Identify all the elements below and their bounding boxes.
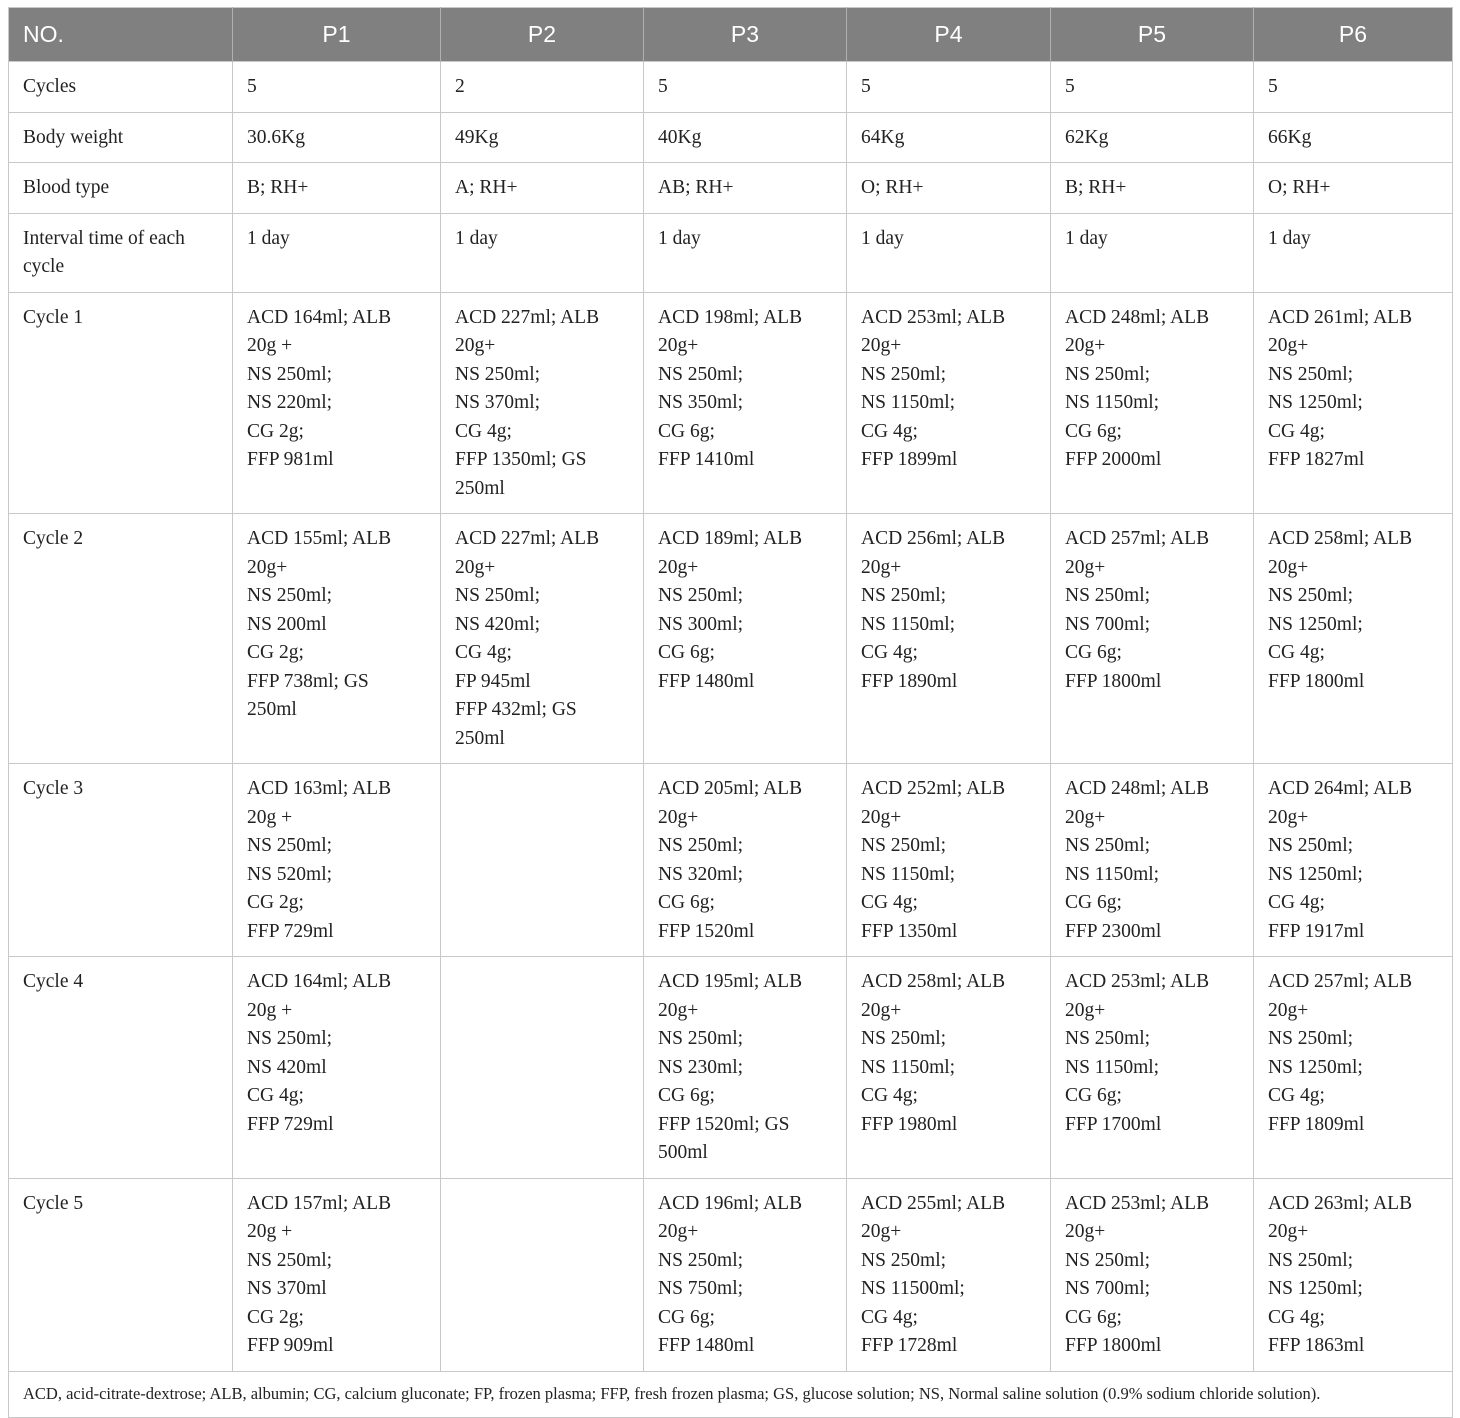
table-row (9, 62, 1453, 113)
row-label: Body weight (9, 112, 233, 163)
row-label: Blood type (9, 163, 233, 214)
table-row (9, 213, 1453, 292)
table-cell: 64Kg (847, 112, 1051, 163)
row-label: Cycle 5 (9, 1178, 233, 1371)
table-cell: A; RH+ (441, 163, 644, 214)
table-cell: ACD 157ml; ALB 20g + NS 250ml; NS 370ml CG 2g; FFP 909ml (233, 1178, 441, 1371)
header-cell-p3: P3 (644, 8, 847, 62)
table-cell: ACD 258ml; ALB 20g+ NS 250ml; NS 1250ml; CG 4g; FFP 1800ml (1254, 514, 1453, 764)
footnote: ACD, acid-citrate-dextrose; ALB, albumin; CG, calcium gluconate; FP, frozen plasma; FFP, fresh frozen plasma; GS, glucose solution; NS, Normal saline solution (0.9% sodium chloride solution). (9, 1371, 1453, 1417)
table-cell: 1 day (847, 213, 1051, 292)
header-cell-p1: P1 (233, 8, 441, 62)
header-cell-p2: P2 (441, 8, 644, 62)
table-cell: ACD 196ml; ALB 20g+ NS 250ml; NS 750ml; CG 6g; FFP 1480ml (644, 1178, 847, 1371)
row-label: Interval time of each cycle (9, 213, 233, 292)
table-cell: ACD 164ml; ALB 20g + NS 250ml; NS 420ml CG 4g; FFP 729ml (233, 957, 441, 1179)
table-row (9, 514, 1453, 764)
table-cell: ACD 189ml; ALB 20g+ NS 250ml; NS 300ml; CG 6g; FFP 1480ml (644, 514, 847, 764)
table-cell: ACD 253ml; ALB 20g+ NS 250ml; NS 700ml; CG 6g; FFP 1800ml (1051, 1178, 1254, 1371)
table-cell: ACD 205ml; ALB 20g+ NS 250ml; NS 320ml; CG 6g; FFP 1520ml (644, 764, 847, 957)
row-label: Cycles (9, 62, 233, 113)
table-cell: 5 (1051, 62, 1254, 113)
table-cell (441, 764, 644, 957)
table-cell: B; RH+ (233, 163, 441, 214)
table-cell: 66Kg (1254, 112, 1453, 163)
table-cell: ACD 263ml; ALB 20g+ NS 250ml; NS 1250ml; CG 4g; FFP 1863ml (1254, 1178, 1453, 1371)
table-cell: ACD 195ml; ALB 20g+ NS 250ml; NS 230ml; CG 6g; FFP 1520ml; GS 500ml (644, 957, 847, 1179)
table-cell: ACD 256ml; ALB 20g+ NS 250ml; NS 1150ml; CG 4g; FFP 1890ml (847, 514, 1051, 764)
table-row (9, 112, 1453, 163)
table-cell: ACD 248ml; ALB 20g+ NS 250ml; NS 1150ml; CG 6g; FFP 2300ml (1051, 764, 1254, 957)
table-cell: 1 day (441, 213, 644, 292)
table-cell: ACD 198ml; ALB 20g+ NS 250ml; NS 350ml; CG 6g; FFP 1410ml (644, 292, 847, 514)
table-cell (441, 957, 644, 1179)
table-cell: O; RH+ (847, 163, 1051, 214)
data-table-container (8, 7, 1452, 1418)
table-cell: ACD 258ml; ALB 20g+ NS 250ml; NS 1150ml; CG 4g; FFP 1980ml (847, 957, 1051, 1179)
table-cell: ACD 248ml; ALB 20g+ NS 250ml; NS 1150ml; CG 6g; FFP 2000ml (1051, 292, 1254, 514)
table-row (9, 1178, 1453, 1371)
table-cell: ACD 252ml; ALB 20g+ NS 250ml; NS 1150ml; CG 4g; FFP 1350ml (847, 764, 1051, 957)
table-cell: ACD 155ml; ALB 20g+ NS 250ml; NS 200ml CG 2g; FFP 738ml; GS 250ml (233, 514, 441, 764)
table-row (9, 957, 1453, 1179)
table-cell: ACD 253ml; ALB 20g+ NS 250ml; NS 1150ml; CG 4g; FFP 1899ml (847, 292, 1051, 514)
row-label: Cycle 1 (9, 292, 233, 514)
table-row (9, 764, 1453, 957)
table-cell: 2 (441, 62, 644, 113)
table-cell: 1 day (1254, 213, 1453, 292)
row-label: Cycle 3 (9, 764, 233, 957)
table-cell: AB; RH+ (644, 163, 847, 214)
header-row (9, 8, 1453, 62)
table-cell: ACD 257ml; ALB 20g+ NS 250ml; NS 1250ml; CG 4g; FFP 1809ml (1254, 957, 1453, 1179)
table-cell (441, 1178, 644, 1371)
table-cell: ACD 227ml; ALB 20g+ NS 250ml; NS 420ml; CG 4g; FP 945ml FFP 432ml; GS 250ml (441, 514, 644, 764)
table-cell: 5 (233, 62, 441, 113)
table-cell: 5 (1254, 62, 1453, 113)
header-cell-no: NO. (9, 8, 233, 62)
table-cell: ACD 257ml; ALB 20g+ NS 250ml; NS 700ml; CG 6g; FFP 1800ml (1051, 514, 1254, 764)
table-cell: ACD 253ml; ALB 20g+ NS 250ml; NS 1150ml; CG 6g; FFP 1700ml (1051, 957, 1254, 1179)
header-cell-p6: P6 (1254, 8, 1453, 62)
row-label: Cycle 4 (9, 957, 233, 1179)
data-table (8, 7, 1453, 1418)
table-cell: ACD 264ml; ALB 20g+ NS 250ml; NS 1250ml; CG 4g; FFP 1917ml (1254, 764, 1453, 957)
table-cell: 62Kg (1051, 112, 1254, 163)
header-cell-p5: P5 (1051, 8, 1254, 62)
table-cell: 40Kg (644, 112, 847, 163)
table-row (9, 292, 1453, 514)
table-cell: 5 (644, 62, 847, 113)
table-cell: O; RH+ (1254, 163, 1453, 214)
row-label: Cycle 2 (9, 514, 233, 764)
table-body (9, 62, 1453, 1372)
table-cell: 1 day (1051, 213, 1254, 292)
table-cell: 1 day (644, 213, 847, 292)
table-cell: 1 day (233, 213, 441, 292)
table-row (9, 163, 1453, 214)
footnote-row (9, 1371, 1453, 1417)
table-cell: ACD 163ml; ALB 20g + NS 250ml; NS 520ml; CG 2g; FFP 729ml (233, 764, 441, 957)
table-cell: B; RH+ (1051, 163, 1254, 214)
table-cell: 5 (847, 62, 1051, 113)
table-cell: ACD 164ml; ALB 20g + NS 250ml; NS 220ml; CG 2g; FFP 981ml (233, 292, 441, 514)
table-cell: 49Kg (441, 112, 644, 163)
table-cell: 30.6Kg (233, 112, 441, 163)
table-cell: ACD 227ml; ALB 20g+ NS 250ml; NS 370ml; CG 4g; FFP 1350ml; GS 250ml (441, 292, 644, 514)
header-cell-p4: P4 (847, 8, 1051, 62)
table-cell: ACD 255ml; ALB 20g+ NS 250ml; NS 11500ml; CG 4g; FFP 1728ml (847, 1178, 1051, 1371)
table-cell: ACD 261ml; ALB 20g+ NS 250ml; NS 1250ml; CG 4g; FFP 1827ml (1254, 292, 1453, 514)
